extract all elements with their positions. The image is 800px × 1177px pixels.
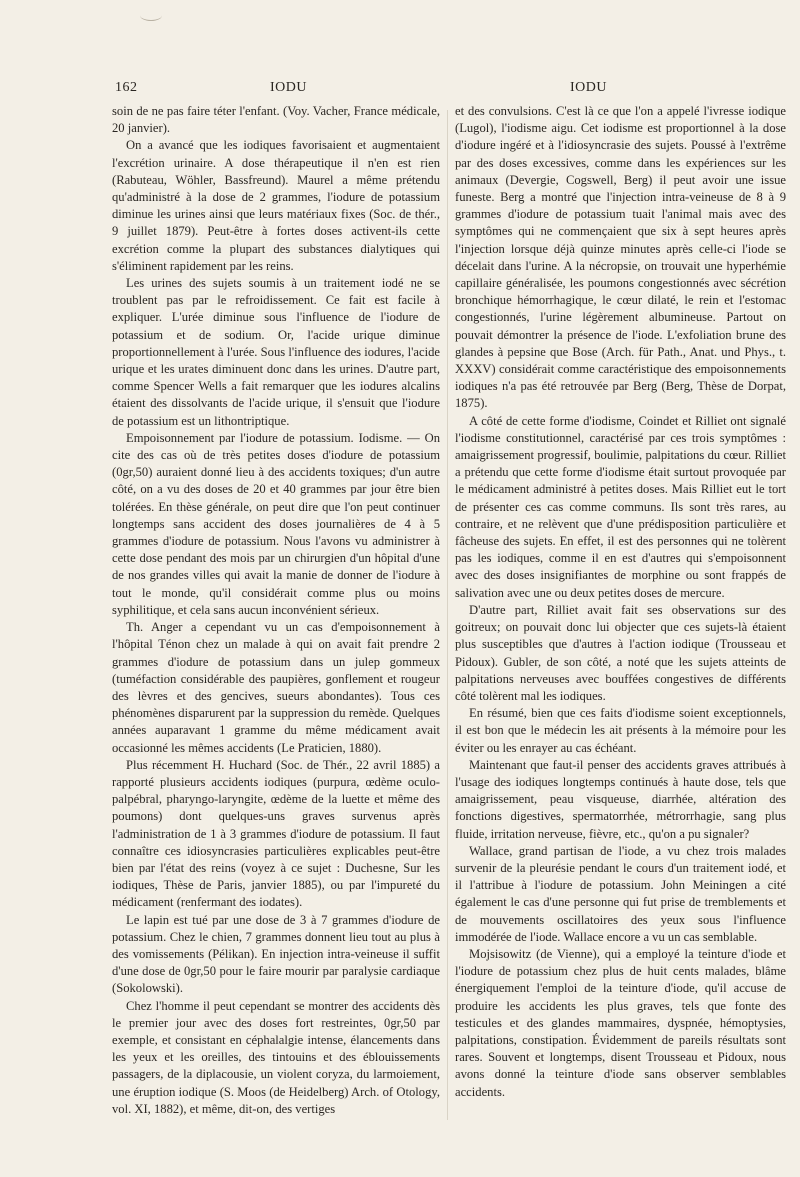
paragraph: et des convulsions. C'est là ce que l'on a appelé l'ivresse iodique (Lugol), l'iodisme aigu. Cet iodisme est proportionnel à la dose d'iodure ingéré et à l'idiosyncrasie des sujets. Poussé à l'extrême par des doses excessives, comme dans les expériences sur les animaux (Devergie, Cogswell, Berg) il peut avoir une issue funeste. Berg a montré que l'injection intra-veineuse de 8 à 9 grammes d'iodure de potassium tuait l'animal mais avec des symptômes qui ne commençaient que six à sept heures après l'injection lorsque déjà quinze minutes après celle-ci l'iode se décelait dans l'urine. A la nécropsie, on trouvait une hyperhémie capillaire généralisée, les poumons congestionnés avec sécrétion bronchique hémorrhagique, le cœur dilaté, le rein et l'estomac congestionnés, l'urine légèrement albumineuse. Partout on pouvait démontrer la présence de l'iode. L'exfoliation brune des glandes à pepsine que Bose (Arch. für Path., Anat. und Phys., t. XXXV) considérait comme caractéristique des empoisonnements iodiques n'a pas été retrouvée par Berg (Berg, Thèse de Dorpat, 1875).: [455, 104, 786, 411]
paragraph: Les urines des sujets soumis à un traitement iodé ne se troublent pas par le refroidissement. Ce fait est facile à expliquer. L'urée diminue sous l'influence de l'iodure de potassium et de sodium. Or, l'acide urique diminue proportionnellement à l'urée. Sous l'influence des iodures, l'acide urique et les urates diminuent donc dans les urines. D'autre part, comme Spencer Wells a fait remarquer que les iodures alcalins étaient des dissolvants de l'acide urique, il s'ensuit que l'iodure de potassium est un lithontriptique.: [112, 276, 440, 428]
paragraph: D'autre part, Rilliet avait fait ses observations sur des goitreux; on pouvait donc lui objecter que ces sujets-là étaient plus susceptibles que d'autres à l'action iodique (Trousseau et Pidoux). Gubler, de son côté, a noté que les sujets atteints de palpitations nerveuses avec bouffées congestives de différents côté tolèrent mal les iodiques.: [455, 602, 786, 703]
paragraph: Le lapin est tué par une dose de 3 à 7 grammes d'iodure de potassium. Chez le chien, 7 grammes donnent lieu tout au plus à des vomissements (Pélikan). En injection intra-veineuse il suffit d'une dose de 0gr,50 pour le faire mourir par paralysie cardiaque (Sokolowski).: [112, 912, 440, 996]
paragraph: Mojsisowitz (de Vienne), qui a employé la teinture d'iode et l'iodure de potassium chez plus de huit cents malades, blâme énergiquement l'emploi de la teinture d'iode, qu'il accuse de produire les accidents les plus graves, tels que fonte des testicules et des glandes mammaires, dyspnée, hémoptysies, palpitations, constipation. Évidemment de pareils résultats sont rares. Souvent et longtemps, disent Trousseau et Pidoux, nous avons donné la teinture d'iode sans observer semblables accidents.: [455, 946, 786, 1099]
running-title-right: IODU: [570, 80, 607, 95]
paragraph: Empoisonnement par l'iodure de potassium. Iodisme. — On cite des cas où de très petites doses d'iodure de potassium (0gr,50) auraient donné lieu à des accidents toxiques; d'un autre côté, on a vu des doses de 20 et 40 grammes par jour être bien tolérées. En thèse générale, on peut dire que l'on peut continuer longtemps sans accident des doses journalières de 4 à 5 grammes d'iodure de potassium. Nous l'avons vu administrer à cette dose pendant des mois par un chirurgien d'un hôpital d'une de nos grandes villes qui avait la manie de donner de l'iodure à tout le monde, qu'il considérait comme plus ou moins syphilitique, et cela sans aucun inconvénient sérieux.: [112, 430, 440, 617]
running-header: [115, 80, 695, 100]
paragraph: Wallace, grand partisan de l'iode, a vu chez trois malades survenir de la pleurésie pendant le cours d'un traitement iodé, et il l'attribue à l'iodure de potassium. John Meiningen a cité également le cas d'une personne qui fut prise de tremblements et de mouvements oscillatoires des yeux sous l'influence immodérée de l'iode. Wallace encore a vu un cas semblable.: [455, 843, 786, 944]
paragraph: Plus récemment H. Huchard (Soc. de Thér., 22 avril 1885) a rapporté plusieurs accidents iodiques (purpura, œdème oculo-palpébral, pharyngo-laryngite, œdème de la luette et même des poumons) dont quelques-uns graves survenus après l'administration de 1 à 3 grammes d'iodure de potassium. Il faut connaître ces idiosyncrasies particulières explicables peut-être bien par l'état des reins (voyez à ce sujet : Duchesne, Sur les iodiques, Thèse de Paris, janvier 1885), ou par l'impureté du médicament (renfermant des iodates).: [112, 757, 440, 910]
paragraph: Th. Anger a cependant vu un cas d'empoisonnement à l'hôpital Ténon chez un malade à qui on avait fait prendre 2 grammes d'iodure de potassium dans un julep gommeux (tuméfaction considérable des paupières, gonflement et rougeur des lèvres et des gencives, sueurs abondantes). Tous ces phénomènes disparurent par la suppression du remède. Quelques années auparavant 1 gramme du même médicament avait occasionné les mêmes accidents (Le Praticien, 1880).: [112, 620, 440, 755]
paragraph: Chez l'homme il peut cependant se montrer des accidents dès le premier jour avec des doses fort restreintes, 0gr,50 par exemple, et consistant en céphalalgie intense, élancements dans les yeux et les oreilles, des tintouins et des éblouissements passagers, de la diplacousie, un violent coryza, du larmoiement, une éruption iodique (S. Moos (de Heidelberg) Arch. of Otology, vol. XI, 1882), et même, dit-on, des vertiges: [112, 998, 440, 1116]
running-title-left: IODU: [270, 80, 307, 95]
page-mark: [140, 10, 162, 21]
paragraph: soin de ne pas faire téter l'enfant. (Voy. Vacher, France médicale, 20 janvier).: [112, 104, 440, 136]
column-divider: [447, 110, 448, 1120]
paragraph: A côté de cette forme d'iodisme, Coindet et Rilliet ont signalé l'iodisme constitutionnel, caractérisé par ces trois symptômes : amaigrissement progressif, boulimie, palpitations du cœur. Rilliet a prétendu que cette forme d'iodisme était surtout provoquée par le médicament administré à petites doses. Mais Rilliet eut le tort de présenter ces cas comme communs. Ils sont très rares, au contraire, et ne relèvent que d'une prédisposition particulière et fâcheuse des sujets. En effet, il est des personnes qui ne tolèrent pas les iodiques, comme il en est d'autres qui s'empoisonnent avec des doses insignifiantes de morphine ou sont frappés de salivation avec une ou deux petites doses de mercure.: [455, 413, 786, 600]
paragraph: En résumé, bien que ces faits d'iodisme soient exceptionnels, il est bon que le médecin les ait présents à la mémoire pour les éviter ou les enrayer au cas échéant.: [455, 706, 786, 755]
paragraph: On a avancé que les iodiques favorisaient et augmentaient l'excrétion urinaire. A dose thérapeutique il n'en est rien (Rabuteau, Wöhler, Bassfreund). Maurel a même prétendu qu'administré à la dose de 2 grammes, l'iodure de potassium diminue les urines ainsi que leurs matériaux fixes (Soc. de thér., 9 juillet 1879). Peut-être à fortes doses activent-ils cette excrétion comme la plupart des substances dialytiques qui s'éliminent rapidement par les reins.: [112, 138, 440, 273]
left-column: [112, 103, 440, 1133]
right-column: [455, 103, 786, 1133]
page-number: 162: [115, 80, 138, 95]
paragraph: Maintenant que faut-il penser des accidents graves attribués à l'usage des iodiques longtemps continués à haute dose, tels que amaigrissement, peau visqueuse, diarrhée, altération des fonctions digestives, spermatorrhée, métrorrhagie, sang plus fluide, irritation nerveuse, fièvre, etc., qu'on a pu signaler?: [455, 757, 786, 841]
